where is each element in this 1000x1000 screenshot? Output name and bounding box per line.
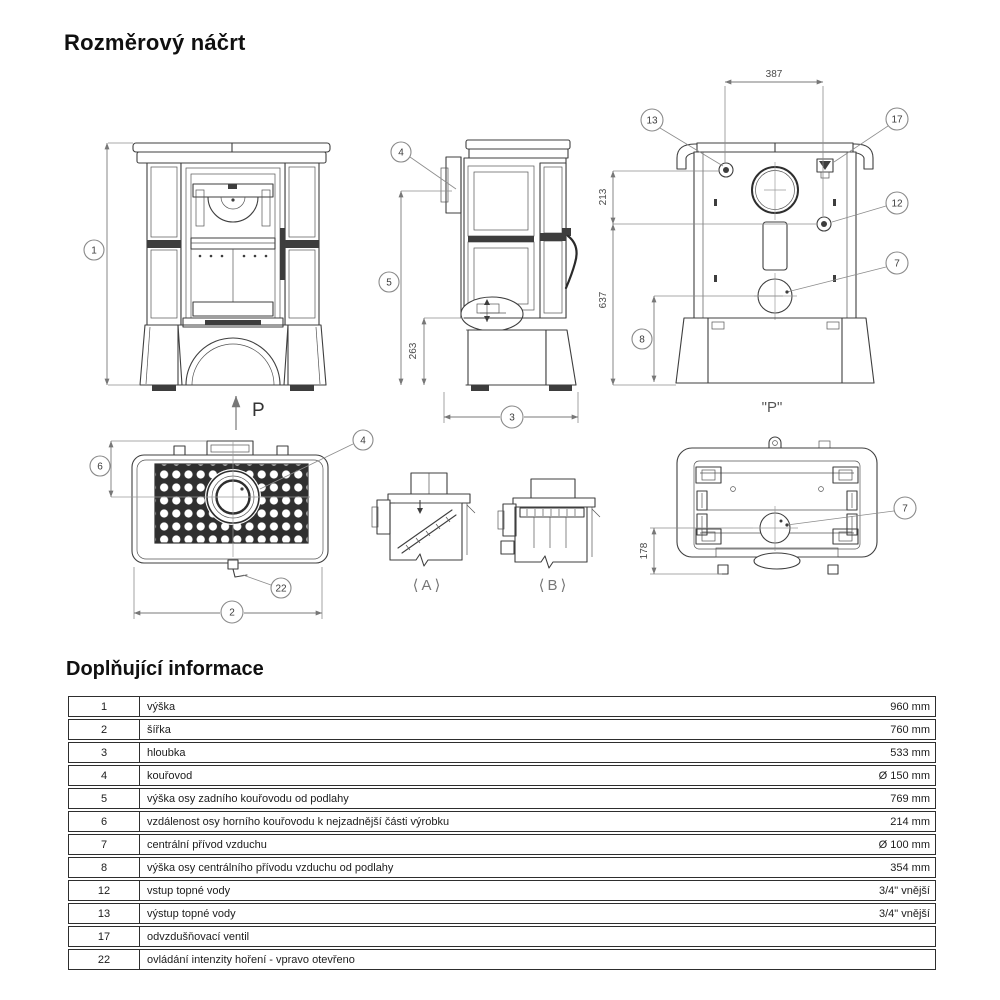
svg-text:7: 7 xyxy=(902,503,908,515)
table-row xyxy=(68,811,936,832)
callout-22-group xyxy=(243,575,291,598)
table-row xyxy=(68,719,936,740)
page-title: Rozměrový náčrt xyxy=(64,30,246,55)
table-row xyxy=(68,696,936,717)
bottom-view xyxy=(639,437,916,574)
back-view xyxy=(598,69,908,416)
svg-text:213: 213 xyxy=(598,188,609,206)
dimension-depth xyxy=(444,392,578,428)
front-direction-arrow xyxy=(236,396,265,430)
row-value: 3/4" vnější xyxy=(879,884,930,897)
table-row xyxy=(68,765,936,786)
table-row xyxy=(68,926,936,947)
row-value: 960 mm xyxy=(890,700,930,713)
table-row xyxy=(68,903,936,924)
row-value: 354 mm xyxy=(890,861,930,874)
svg-text:4: 4 xyxy=(398,147,404,159)
svg-text:13: 13 xyxy=(646,115,658,127)
svg-text:8: 8 xyxy=(639,334,645,346)
row-number: 17 xyxy=(69,927,140,946)
heating-water-inlet-fitting xyxy=(817,217,831,231)
svg-text:12: 12 xyxy=(891,198,903,210)
svg-text:1: 1 xyxy=(91,245,97,257)
row-number: 5 xyxy=(69,789,140,808)
row-number: 6 xyxy=(69,812,140,831)
row-number: 8 xyxy=(69,858,140,877)
row-number: 2 xyxy=(69,720,140,739)
row-label: výška osy centrálního přívodu vzduchu od podlahy xyxy=(147,861,394,874)
section-a-label: ⟨A⟩ xyxy=(412,577,444,594)
row-number: 12 xyxy=(69,881,140,900)
svg-text:637: 637 xyxy=(598,291,609,309)
row-value xyxy=(840,927,935,946)
row-label: centrální přívod vzduchu xyxy=(147,838,267,851)
svg-text:17: 17 xyxy=(891,114,903,126)
diagonal-baffle xyxy=(398,510,456,553)
table-row xyxy=(68,834,936,855)
row-value: 760 mm xyxy=(890,723,930,736)
row-label: vzdálenost osy horního kouřovodu k nejzadnější části výrobku xyxy=(147,815,450,828)
back-view-label: "P" xyxy=(761,399,783,416)
row-number: 22 xyxy=(69,950,140,969)
air-control-lip xyxy=(461,297,523,331)
row-label: odvzdušňovací ventil xyxy=(147,930,250,943)
svg-text:22: 22 xyxy=(275,583,287,595)
row-value: 3/4" vnější xyxy=(879,907,930,920)
row-label: výška xyxy=(147,700,176,713)
row-number: 7 xyxy=(69,835,140,854)
table-row xyxy=(68,880,936,901)
section-view-a xyxy=(372,473,475,594)
row-number: 13 xyxy=(69,904,140,923)
row-value: 214 mm xyxy=(890,815,930,828)
svg-text:6: 6 xyxy=(97,461,103,473)
row-label: výška osy zadního kouřovodu od podlahy xyxy=(147,792,349,805)
row-value: 533 mm xyxy=(890,746,930,759)
row-label: hloubka xyxy=(147,746,186,759)
svg-text:3: 3 xyxy=(509,412,515,424)
row-label: šířka xyxy=(147,723,171,736)
table-row xyxy=(68,949,936,970)
section-b-label: ⟨B⟩ xyxy=(538,577,570,594)
row-label: ovládání intenzity hoření - vpravo otevřeno xyxy=(147,953,355,966)
svg-text:2: 2 xyxy=(229,607,235,619)
dimension-height xyxy=(84,143,140,385)
row-value: 769 mm xyxy=(890,792,930,805)
svg-text:4: 4 xyxy=(360,435,366,447)
dimension-width xyxy=(134,567,322,623)
svg-text:387: 387 xyxy=(765,69,783,80)
side-view xyxy=(379,140,578,428)
section-view-b xyxy=(498,479,600,594)
top-view xyxy=(90,430,373,623)
row-number: 3 xyxy=(69,743,140,762)
row-label: výstup topné vody xyxy=(147,907,236,920)
table-row xyxy=(68,788,936,809)
row-value: Ø 150 mm xyxy=(878,769,930,782)
table-row xyxy=(68,857,936,878)
horizontal-grate xyxy=(520,508,584,548)
row-number: 4 xyxy=(69,766,140,785)
door-handle xyxy=(280,228,285,280)
svg-text:263: 263 xyxy=(408,342,419,360)
row-value: Ø 100 mm xyxy=(878,838,930,851)
dimension-263 xyxy=(408,318,462,385)
table-row xyxy=(68,742,936,763)
info-section-title: Doplňující informace xyxy=(66,658,264,680)
row-label: vstup topné vody xyxy=(147,884,231,897)
svg-text:178: 178 xyxy=(639,542,650,560)
svg-text:5: 5 xyxy=(386,277,392,289)
info-table xyxy=(68,696,936,970)
row-label: kouřovod xyxy=(147,769,193,782)
front-direction-label: P xyxy=(252,400,265,421)
svg-text:7: 7 xyxy=(894,258,900,270)
row-value xyxy=(840,950,935,969)
front-view xyxy=(84,143,330,430)
row-number: 1 xyxy=(69,697,140,716)
